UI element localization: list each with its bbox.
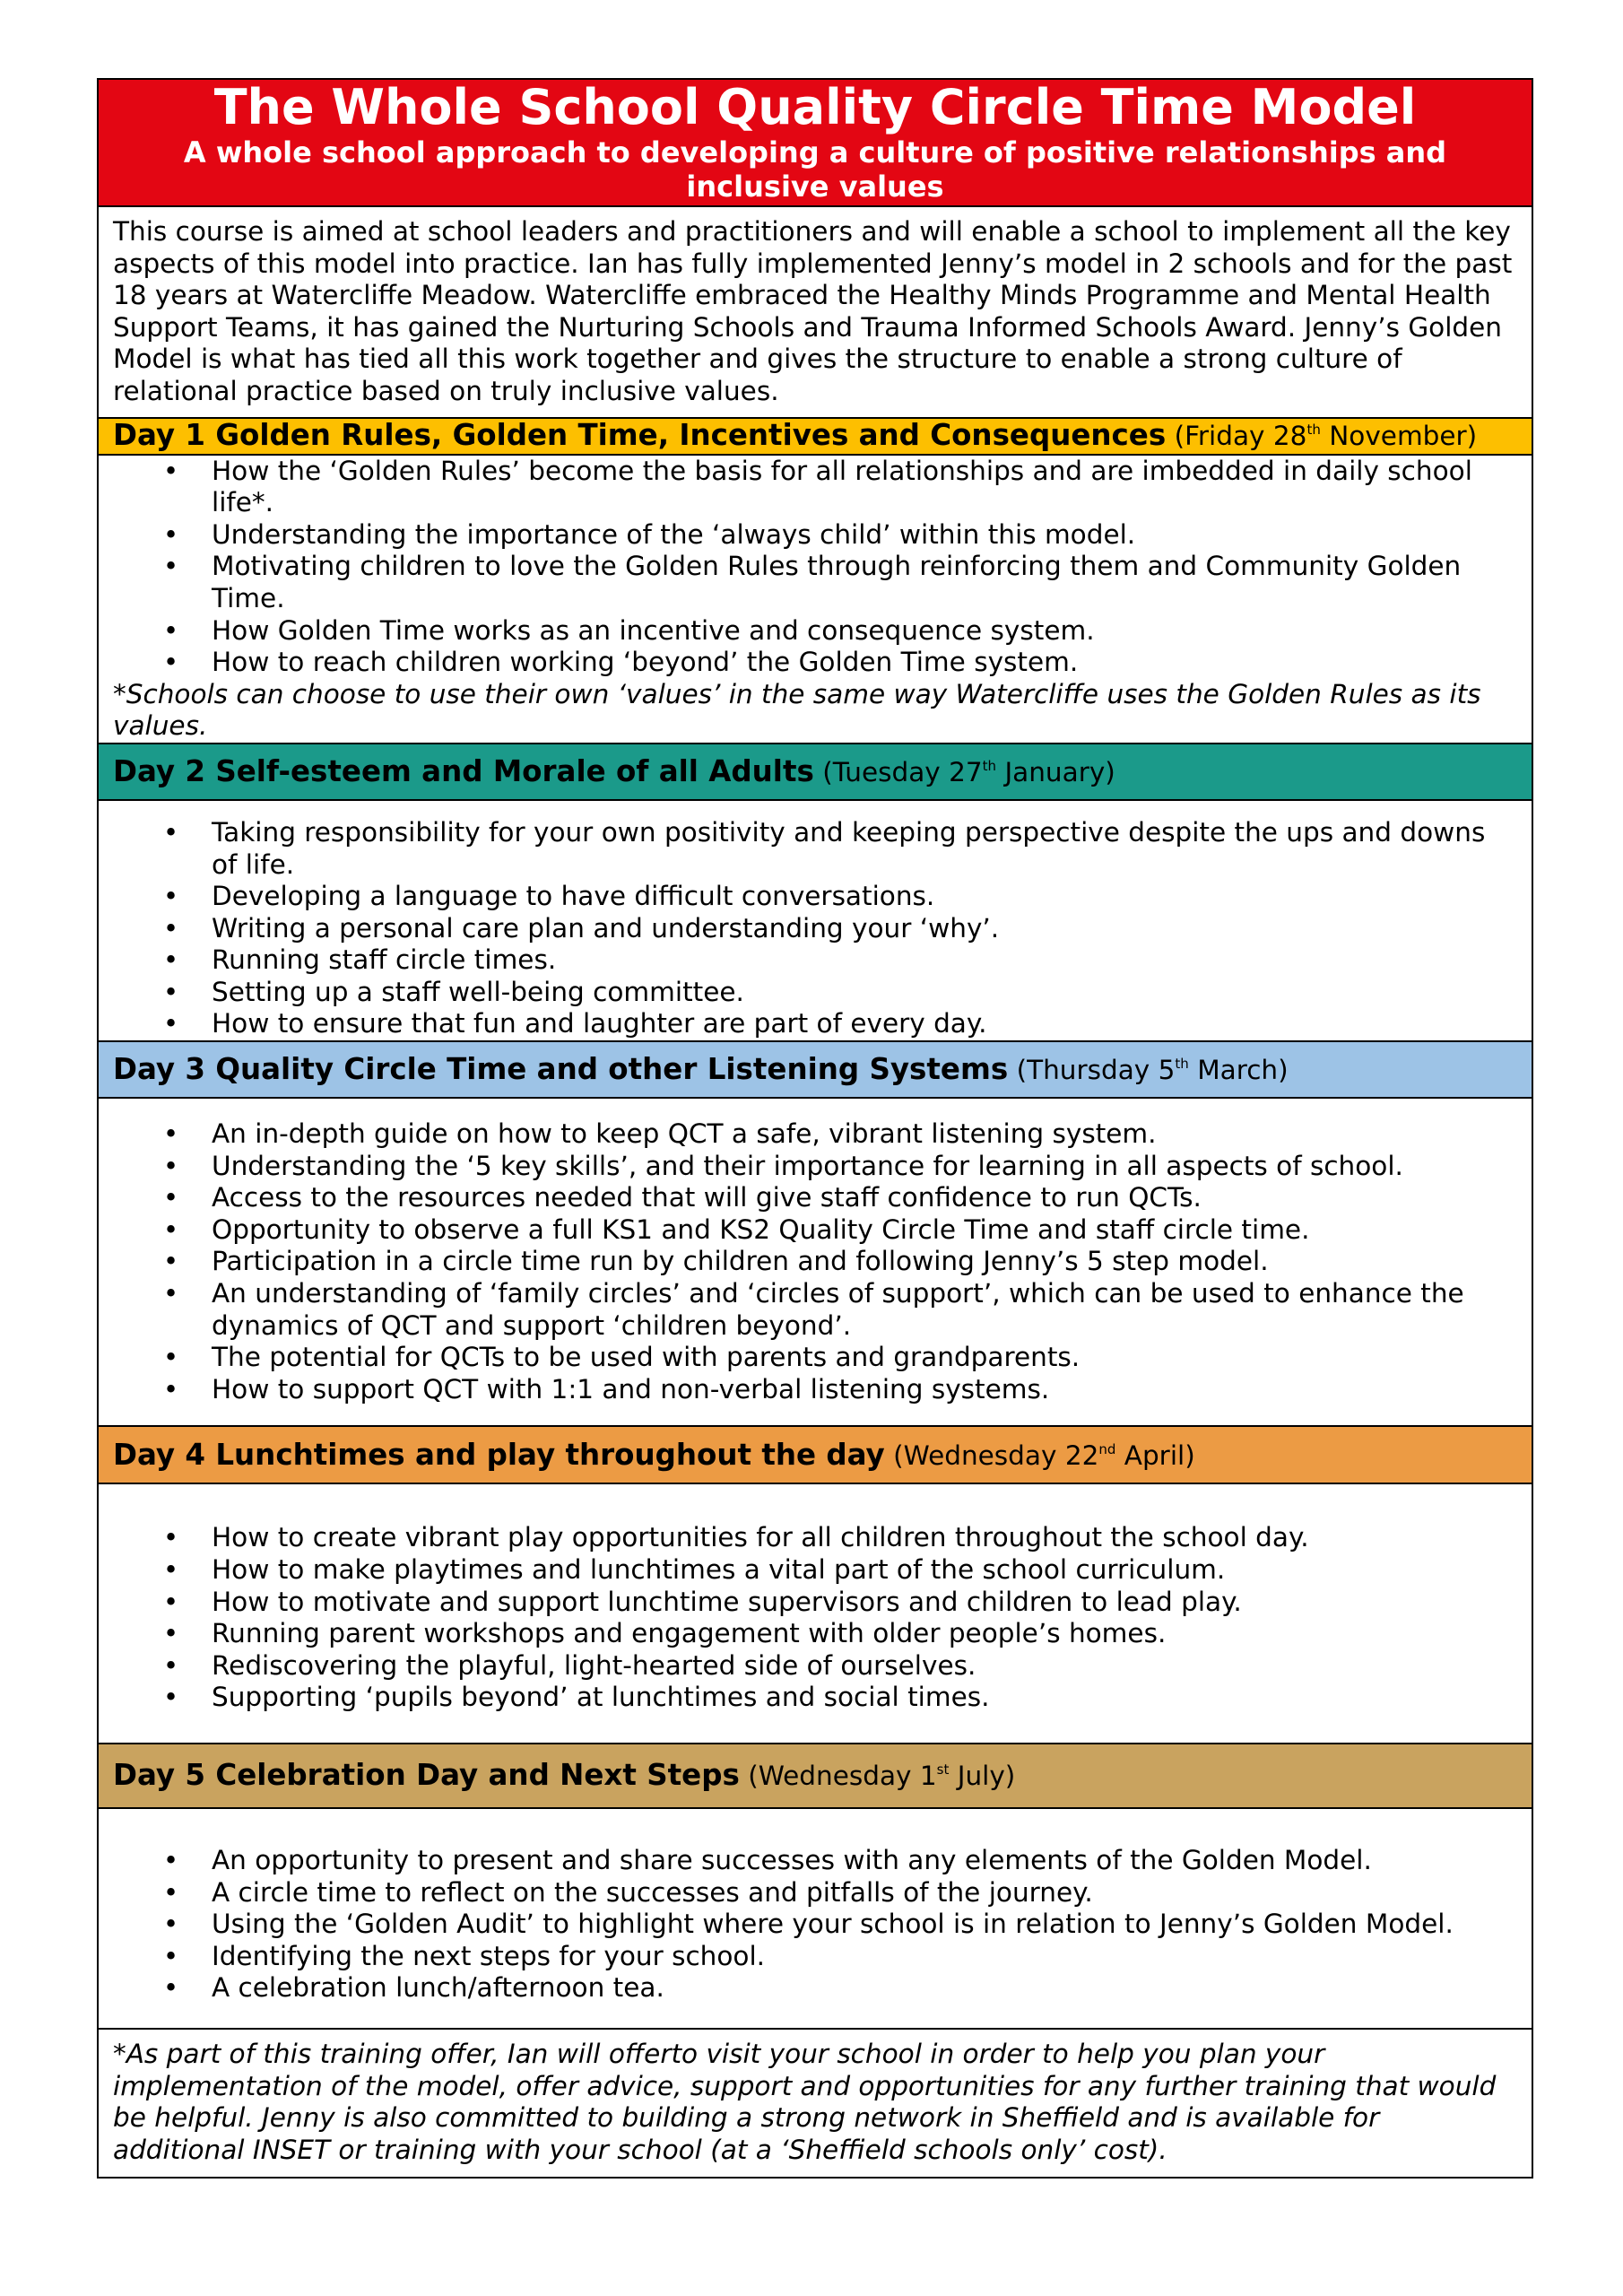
- intro-text: This course is aimed at school leaders and practitioners and will enable a school to implement all the key aspects of this model into practice. Ian has fully implemented Jenny’s model in 2 schools and for the past 18 years at Watercliffe Meadow. Watercliffe embraced the Healthy Minds Programme and Mental Health Support Teams, it has gained the Nurturing Schools and Trauma Informed Schools Award. Jenny’s Golden Model is what has tied all this work together and gives the structure to enable a strong culture of relational practice based on truly inclusive values.: [98, 206, 1532, 418]
- day-5-header: [98, 1744, 1532, 1808]
- list-item: • A circle time to reflect on the successes and pitfalls of the journey.: [163, 1876, 1093, 1908]
- page-subtitle: A whole school approach to developing a culture of positive relationships and inclusive values: [183, 135, 1447, 204]
- list-item: • Taking responsibility for your own positivity and keeping perspective despite the ups and downs of life.: [163, 816, 1486, 880]
- day-3-date: (Thursday 5th March): [1016, 1055, 1289, 1086]
- day-5-bullets: [113, 1845, 1517, 2005]
- list-item: • How to support QCT with 1:1 and non-verbal listening systems.: [163, 1373, 1050, 1405]
- day-4-bullets: [113, 1522, 1517, 1714]
- day-5-date: (Wednesday 1st July): [748, 1761, 1016, 1792]
- day-3-title: Day 3 Quality Circle Time and other Listening Systems: [113, 1052, 1009, 1087]
- list-item: • Understanding the importance of the ‘always child’ within this model.: [163, 518, 1136, 550]
- day-4-date: (Wednesday 22nd April): [893, 1439, 1195, 1471]
- day-2-header: [98, 744, 1532, 800]
- day-2-date: (Tuesday 27th January): [822, 756, 1115, 787]
- day-3-header: [98, 1041, 1532, 1098]
- list-item: • Running staff circle times.: [163, 944, 557, 976]
- day-2-title: Day 2 Self-esteem and Morale of all Adults: [113, 753, 814, 788]
- day-3-bullets: [113, 1118, 1517, 1405]
- day-3-body: [98, 1098, 1532, 1426]
- list-item: • An in-depth guide on how to keep QCT a safe, vibrant listening system.: [163, 1118, 1157, 1150]
- title-banner: [98, 79, 1532, 206]
- list-item: • How the ‘Golden Rules’ become the basis for all relationships and are imbedded in daily school life*.: [163, 455, 1472, 518]
- list-item: • Developing a language to have difficult conversations.: [163, 881, 935, 912]
- list-item: • Identifying the next steps for your school.: [163, 1940, 766, 1971]
- day-1-bullets: [113, 456, 1517, 679]
- footer-note: *As part of this training offer, Ian will offerto visit your school in order to help you plan your implementation of the model, offer advice, support and opportunities for any further training that would be helpful. Jenny is also committed to building a strong network in Sheffield and is available for additional INSET or training with your school (at a ‘Sheffield schools only’ cost).: [98, 2029, 1532, 2178]
- document-page: [97, 78, 1533, 2179]
- day-1-header: [98, 418, 1532, 455]
- list-item: • Using the ‘Golden Audit’ to highlight where your school is in relation to Jenny’s Golden Model.: [163, 1909, 1454, 1940]
- day-1-body: [98, 455, 1532, 744]
- day-2-bullets: [113, 817, 1517, 1040]
- list-item: • Motivating children to love the Golden Rules through reinforcing them and Community Golden Time.: [163, 551, 1462, 613]
- day-5-title: Day 5 Celebration Day and Next Steps: [113, 1758, 740, 1793]
- page-title: The Whole School Quality Circle Time Model: [213, 79, 1417, 135]
- list-item: • Participation in a circle time run by children and following Jenny’s 5 step model.: [163, 1246, 1269, 1277]
- day-1-date: (Friday 28th November): [1174, 420, 1478, 451]
- day-1-title: Day 1 Golden Rules, Golden Time, Incentives and Consequences: [113, 417, 1167, 452]
- list-item: • Supporting ‘pupils beyond’ at lunchtimes and social times.: [163, 1682, 990, 1713]
- list-item: • How to create vibrant play opportunities for all children throughout the school day.: [163, 1522, 1309, 1553]
- day-4-title: Day 4 Lunchtimes and play throughout the day: [113, 1437, 885, 1472]
- list-item: • An understanding of ‘family circles’ and ‘circles of support’, which can be used to enhance the dynamics of QCT and support ‘children beyond’.: [163, 1278, 1464, 1341]
- day-2-body: [98, 800, 1532, 1041]
- list-item: • Opportunity to observe a full KS1 and KS2 Quality Circle Time and staff circle time.: [163, 1213, 1310, 1245]
- day-4-body: [98, 1483, 1532, 1744]
- list-item: • How to motivate and support lunchtime supervisors and children to lead play.: [163, 1586, 1242, 1617]
- list-item: • An opportunity to present and share successes with any elements of the Golden Model.: [163, 1844, 1372, 1875]
- list-item: • The potential for QCTs to be used with parents and grandparents.: [163, 1342, 1081, 1373]
- list-item: • How to reach children working ‘beyond’ the Golden Time system.: [163, 647, 1079, 678]
- list-item: • Running parent workshops and engagement with older people’s homes.: [163, 1618, 1167, 1649]
- list-item: • Writing a personal care plan and understanding your ‘why’.: [163, 912, 1000, 944]
- list-item: • How to make playtimes and lunchtimes a vital part of the school curriculum.: [163, 1554, 1226, 1585]
- day-5-body: [98, 1808, 1532, 2029]
- list-item: • Rediscovering the playful, light-hearted side of ourselves.: [163, 1649, 976, 1681]
- list-item: • Setting up a staff well-being committee.: [163, 976, 744, 1007]
- list-item: • How to ensure that fun and laughter are part of every day.: [163, 1008, 987, 1039]
- day-1-note: *Schools can choose to use their own ‘values’ in the same way Watercliffe uses the Golden Rules as its values.: [113, 678, 1481, 742]
- list-item: • How Golden Time works as an incentive and consequence system.: [163, 614, 1095, 646]
- list-item: • Access to the resources needed that will give staff confidence to run QCTs.: [163, 1182, 1202, 1213]
- day-4-header: [98, 1426, 1532, 1483]
- list-item: • A celebration lunch/afternoon tea.: [163, 1972, 664, 2004]
- list-item: • Understanding the ‘5 key skills’, and their importance for learning in all aspects of school.: [163, 1150, 1403, 1181]
- course-table: [97, 78, 1533, 2179]
